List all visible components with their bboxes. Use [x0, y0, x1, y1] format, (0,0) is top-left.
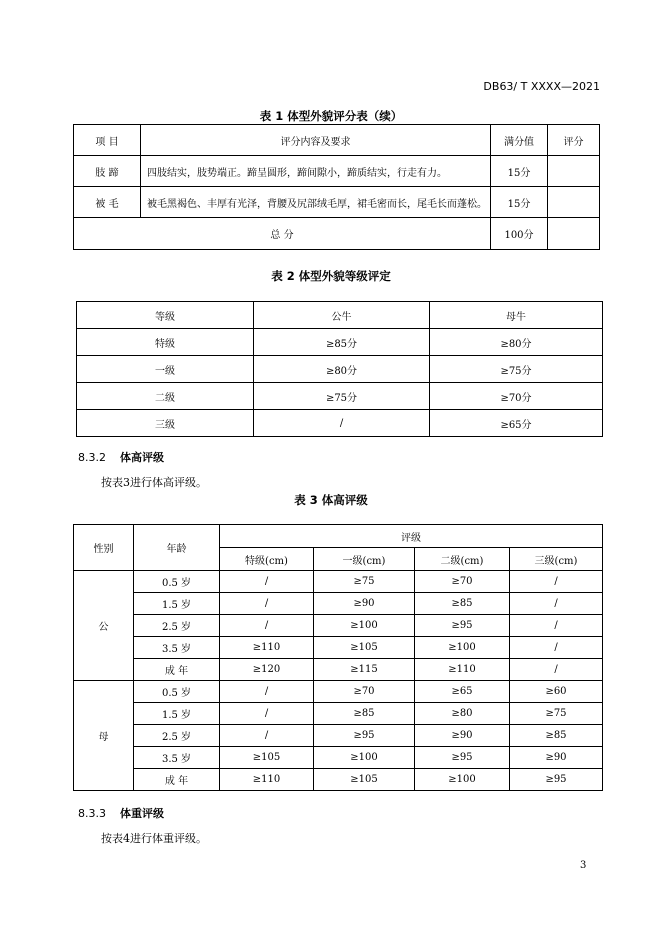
table1-header-content: 评分内容及要求: [141, 125, 491, 156]
table3-cell: ≥100: [415, 769, 510, 791]
table3-subheader: 一级(cm): [314, 548, 415, 571]
table3-age: 成 年: [134, 769, 220, 791]
table3-age: 0.5 岁: [134, 571, 220, 593]
table3-age: 3.5 岁: [134, 747, 220, 769]
table1-total-max: 100分: [491, 218, 548, 250]
table2: [76, 301, 603, 437]
table3-cell: ≥75: [510, 703, 603, 725]
table2-header-cow: 母牛: [430, 302, 603, 329]
table3-cell: ≥100: [314, 615, 415, 637]
table3-cell: ≥60: [510, 681, 603, 703]
table3-age: 2.5 岁: [134, 615, 220, 637]
table1-max: 15分: [491, 156, 548, 187]
table3-cell: ≥80: [415, 703, 510, 725]
table3-cell: ≥95: [415, 615, 510, 637]
table-row: [74, 571, 603, 593]
page-number: 3: [580, 860, 587, 871]
section-heading-8-3-3: [78, 805, 164, 821]
table3-age: 成 年: [134, 659, 220, 681]
table1-total-score: [548, 218, 600, 250]
table2-cell: 二级: [77, 383, 254, 410]
table2-header-bull: 公牛: [254, 302, 430, 329]
table2-cell: 特级: [77, 329, 254, 356]
table3-cell: ≥110: [220, 769, 314, 791]
table-row: [74, 769, 603, 791]
table3-cell: ≥100: [314, 747, 415, 769]
table-row: [77, 329, 603, 356]
table3-title: 表 3 体高评级: [294, 493, 368, 507]
table3: [73, 524, 603, 791]
table3-age: 2.5 岁: [134, 725, 220, 747]
table3-cell: /: [510, 637, 603, 659]
table1-total-label: 总 分: [74, 218, 491, 250]
table3-cell: /: [220, 615, 314, 637]
table3-cell: /: [220, 681, 314, 703]
table2-cell: ≥65分: [430, 410, 603, 437]
section-number: 8.3.3: [78, 807, 106, 820]
table3-age: 1.5 岁: [134, 703, 220, 725]
table3-cell: ≥95: [510, 769, 603, 791]
section-number: 8.3.2: [78, 451, 106, 464]
table3-header-sex: 性别: [74, 525, 134, 571]
table1-item: 肢 蹄: [74, 156, 141, 187]
table1-header-item: 项 目: [74, 125, 141, 156]
section-title: 体重评级: [120, 807, 164, 820]
table-row: [74, 747, 603, 769]
table2-cell: ≥75分: [254, 383, 430, 410]
table3-cell: /: [510, 615, 603, 637]
table-row: [74, 703, 603, 725]
table2-cell: ≥70分: [430, 383, 603, 410]
table3-cell: /: [220, 593, 314, 615]
table1-item: 被 毛: [74, 187, 141, 218]
table3-cell: ≥85: [314, 703, 415, 725]
table3-cell: ≥85: [415, 593, 510, 615]
table-row: [74, 593, 603, 615]
table1-content: 被毛黑褐色、丰厚有光泽，背腰及尻部绒毛厚，裙毛密而长，尾毛长而蓬松。: [141, 187, 491, 218]
table3-cell: ≥120: [220, 659, 314, 681]
table3-cell: ≥95: [314, 725, 415, 747]
section-paragraph: 按表4进行体重评级。: [101, 832, 207, 845]
table3-cell: ≥70: [415, 571, 510, 593]
table3-cell: ≥90: [510, 747, 603, 769]
table3-cell: ≥85: [510, 725, 603, 747]
table-row: [74, 681, 603, 703]
table3-cell: /: [510, 571, 603, 593]
table3-cell: /: [220, 571, 314, 593]
table3-header-age: 年龄: [134, 525, 220, 571]
table3-cell: /: [220, 703, 314, 725]
table3-cell: /: [220, 725, 314, 747]
table3-cell: ≥110: [415, 659, 510, 681]
table-row: [74, 725, 603, 747]
table-row: [77, 356, 603, 383]
table3-cell: /: [510, 659, 603, 681]
table1-score: [548, 187, 600, 218]
section-heading-8-3-2: [78, 449, 164, 465]
table-row: [77, 383, 603, 410]
table3-cell: ≥90: [314, 593, 415, 615]
table2-cell: 三级: [77, 410, 254, 437]
table3-age: 3.5 岁: [134, 637, 220, 659]
table3-age: 0.5 岁: [134, 681, 220, 703]
table3-subheader: 三级(cm): [510, 548, 603, 571]
table-row: [74, 659, 603, 681]
table-row: [74, 187, 600, 218]
table2-cell: ≥80分: [254, 356, 430, 383]
table3-cell: ≥115: [314, 659, 415, 681]
section-paragraph: 按表3进行体高评级。: [101, 476, 207, 489]
table3-sex: 公: [74, 571, 134, 681]
table3-header-grade: 评级: [220, 525, 603, 548]
table3-cell: ≥105: [314, 769, 415, 791]
table2-header-grade: 等级: [77, 302, 254, 329]
table1-max: 15分: [491, 187, 548, 218]
table-row: [77, 410, 603, 437]
table2-cell: ≥80分: [430, 329, 603, 356]
table3-cell: ≥95: [415, 747, 510, 769]
table3-cell: ≥105: [314, 637, 415, 659]
table2-cell: ≥85分: [254, 329, 430, 356]
table3-cell: ≥65: [415, 681, 510, 703]
table1-header-max: 满分值: [491, 125, 548, 156]
table3-cell: ≥110: [220, 637, 314, 659]
table-row: [74, 156, 600, 187]
table2-cell: ≥75分: [430, 356, 603, 383]
table3-subheader: 特级(cm): [220, 548, 314, 571]
table-row: [74, 218, 600, 250]
table3-cell: /: [510, 593, 603, 615]
table3-sex: 母: [74, 681, 134, 791]
table1-content: 四肢结实，肢势端正。蹄呈圆形，蹄间隙小，蹄质结实，行走有力。: [141, 156, 491, 187]
table1: [73, 124, 600, 250]
table1-title: 表 1 体型外貌评分表（续）: [259, 109, 403, 123]
table-row: [74, 615, 603, 637]
table2-cell: /: [254, 410, 430, 437]
table1-score: [548, 156, 600, 187]
table-row: [74, 637, 603, 659]
table1-header-score: 评分: [548, 125, 600, 156]
section-title: 体高评级: [120, 451, 164, 464]
table3-cell: ≥105: [220, 747, 314, 769]
table2-title: 表 2 体型外貌等级评定: [271, 269, 391, 283]
table3-cell: ≥70: [314, 681, 415, 703]
table2-cell: 一级: [77, 356, 254, 383]
table3-subheader: 二级(cm): [415, 548, 510, 571]
table3-cell: ≥75: [314, 571, 415, 593]
table3-cell: ≥90: [415, 725, 510, 747]
table3-cell: ≥100: [415, 637, 510, 659]
table3-age: 1.5 岁: [134, 593, 220, 615]
document-id: DB63/ T XXXX—2021: [483, 80, 600, 93]
